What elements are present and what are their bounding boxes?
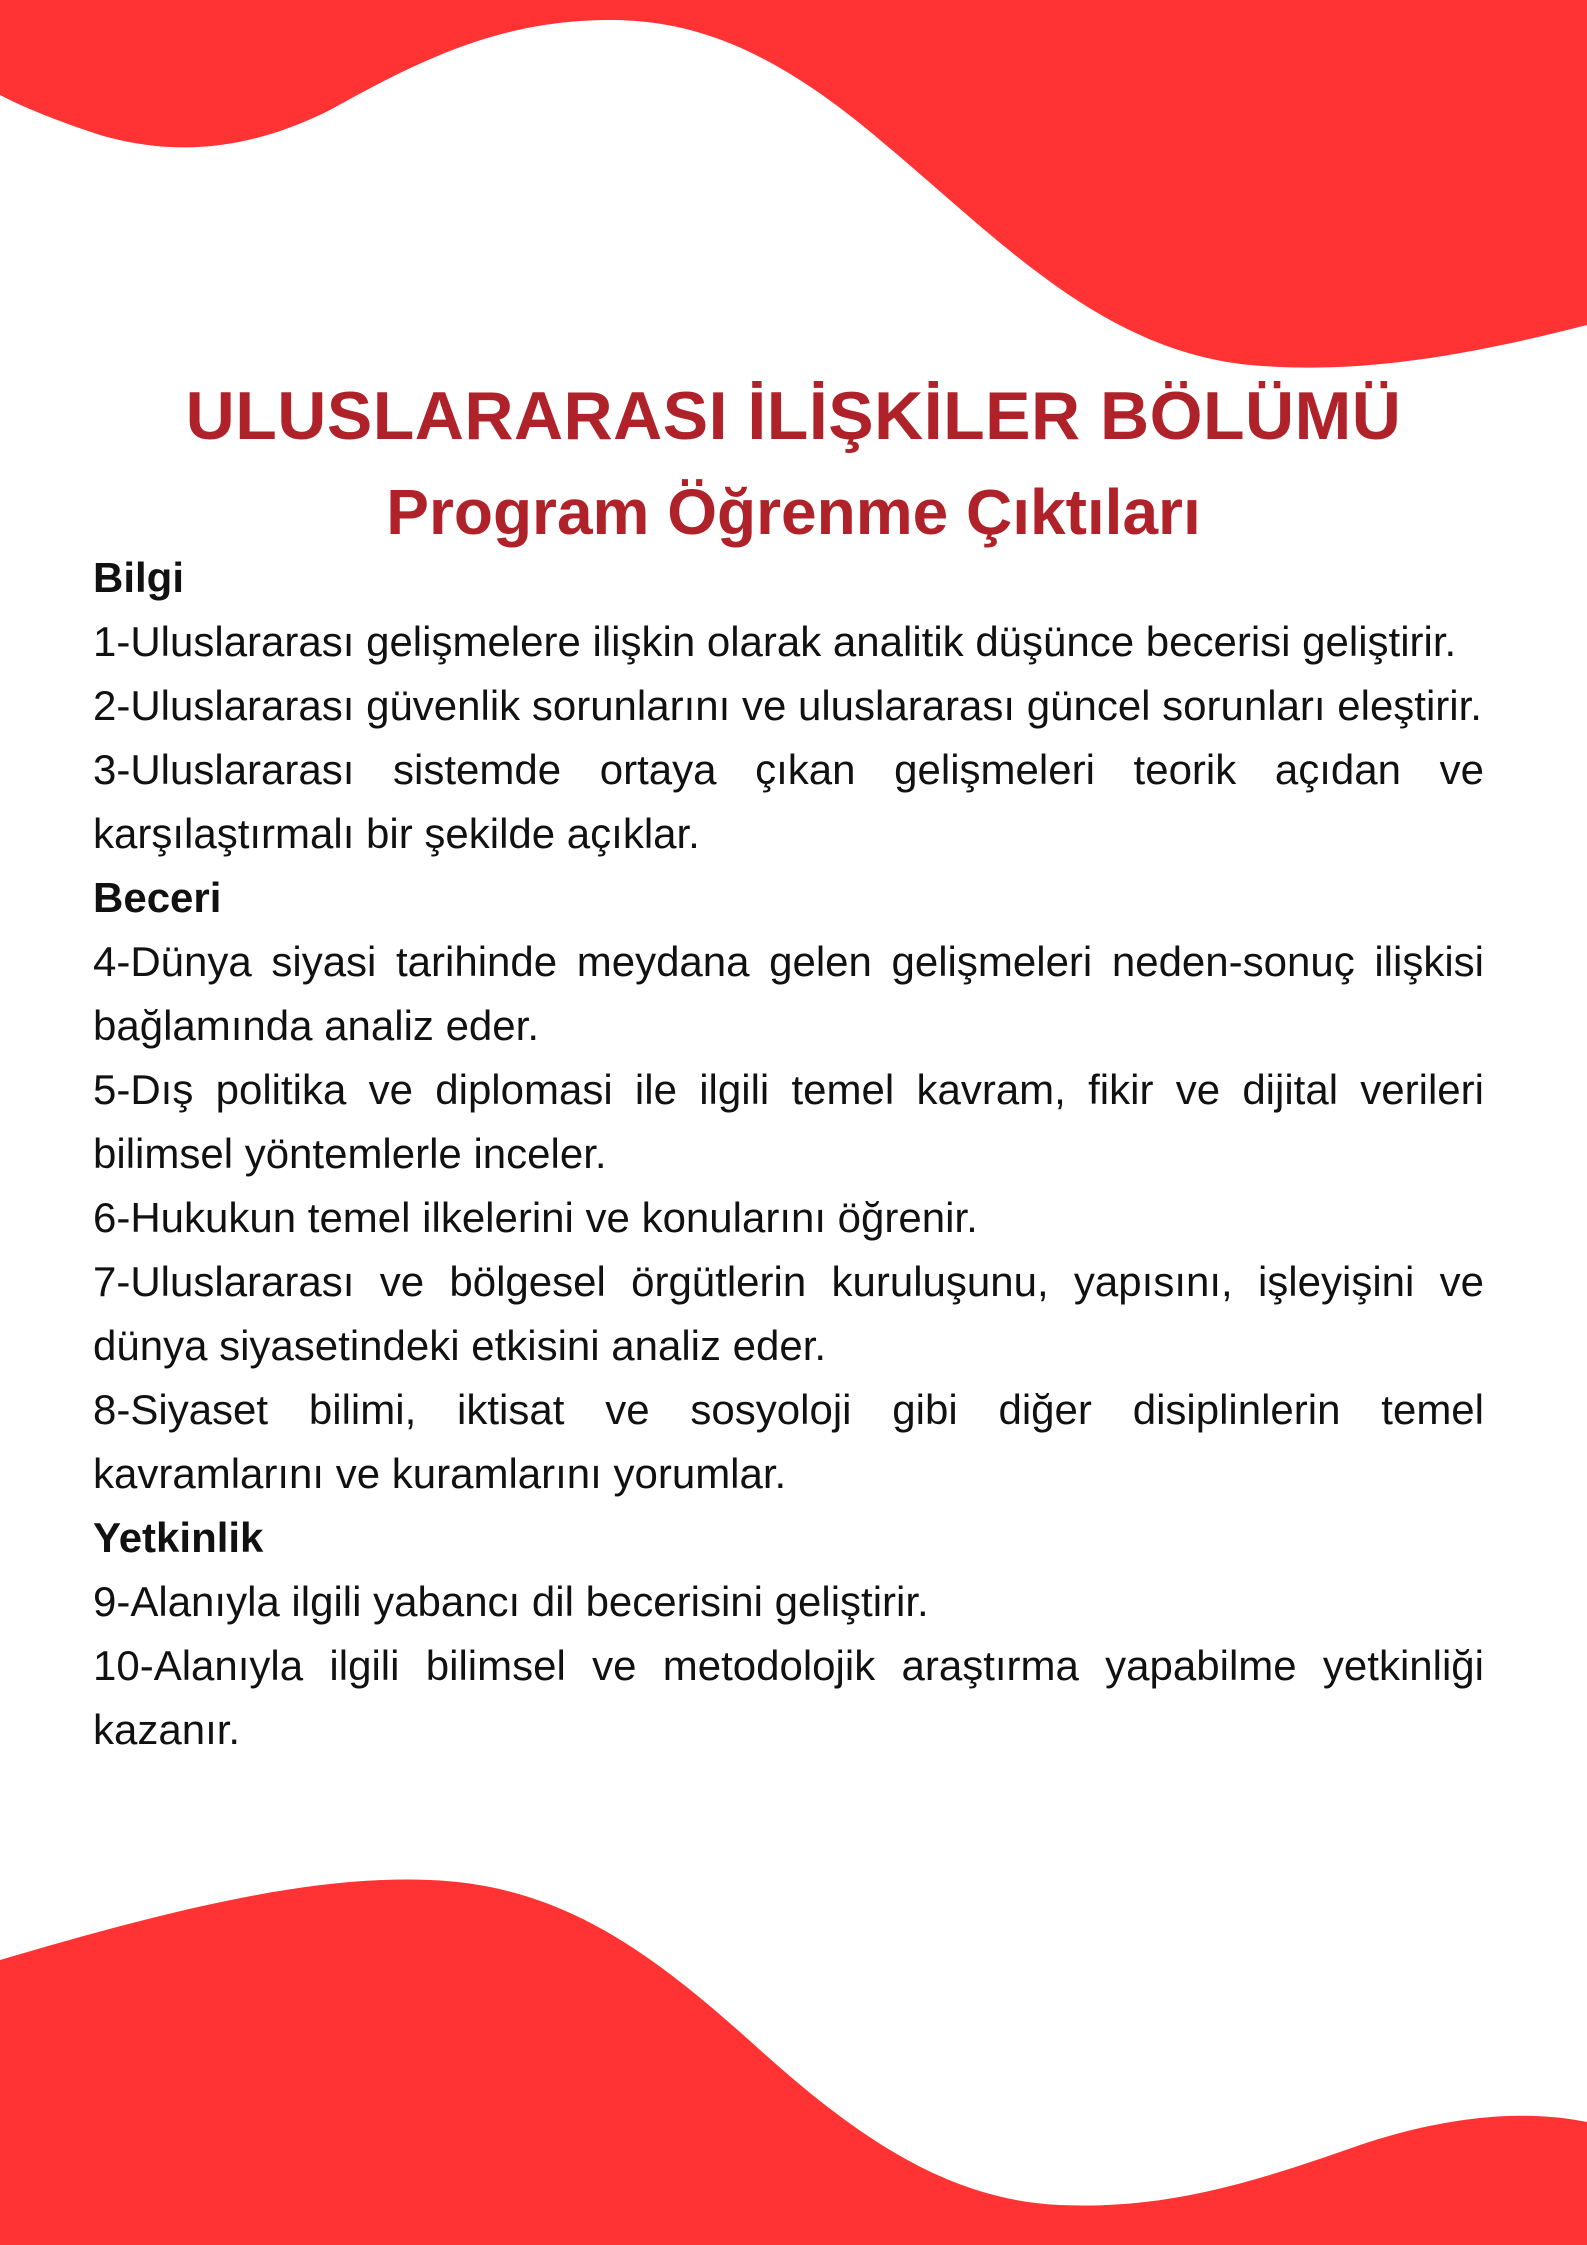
outcome-item-10: 10-Alanıyla ilgili bilimsel ve metodolojik araştırma yapabilme yetkinliği kazanır. [93, 1642, 1484, 1753]
outcome-item-9: 9-Alanıyla ilgili yabancı dil becerisini geliştirir. [93, 1578, 929, 1625]
outcome-item-2: 2-Uluslararası güvenlik sorunlarını ve uluslararası güncel sorunları eleştirir. [93, 682, 1482, 729]
outcome-item-6: 6-Hukukun temel ilkelerini ve konularını öğrenir. [93, 1194, 978, 1241]
outcome-item-7: 7-Uluslararası ve bölgesel örgütlerin kuruluşunu, yapısını, işleyişini ve dünya siyasetindeki etkisini analiz eder. [93, 1258, 1484, 1369]
outcome-item-1: 1-Uluslararası gelişmelere ilişkin olarak analitik düşünce becerisi geliştirir. [93, 618, 1457, 665]
outcome-item-8: 8-Siyaset bilimi, iktisat ve sosyoloji gibi diğer disiplinlerin temel kavramlarını ve kuramlarını yorumlar. [93, 1386, 1484, 1497]
document-header [0, 370, 1587, 562]
outcome-item-3: 3-Uluslararası sistemde ortaya çıkan gelişmeleri teorik açıdan ve karşılaştırmalı bir şekilde açıklar. [93, 746, 1484, 857]
bottom-wave-shape [0, 1880, 1587, 2245]
section-beceri [93, 866, 1484, 1506]
top-wave-decoration [0, 0, 1587, 380]
outcome-item-5: 5-Dış politika ve diplomasi ile ilgili temel kavram, fikir ve dijital verileri bilimsel yöntemlerle inceler. [93, 1066, 1484, 1177]
outcomes-content [93, 546, 1484, 1762]
section-bilgi [93, 546, 1484, 866]
section-yetkinlik [93, 1506, 1484, 1762]
bottom-wave-decoration [0, 1860, 1587, 2245]
section-heading-yetkinlik: Yetkinlik [93, 1514, 264, 1561]
department-title: ULUSLARARASI İLİŞKİLER BÖLÜMÜ [185, 378, 1402, 454]
outcome-item-4: 4-Dünya siyasi tarihinde meydana gelen gelişmeleri neden-sonuç ilişkisi bağlamında analiz eder. [93, 938, 1484, 1049]
section-heading-beceri: Beceri [93, 874, 222, 921]
top-wave-shape [0, 0, 1587, 368]
section-heading-bilgi: Bilgi [93, 554, 184, 601]
program-outcomes-subtitle: Program Öğrenme Çıktıları [386, 476, 1201, 548]
